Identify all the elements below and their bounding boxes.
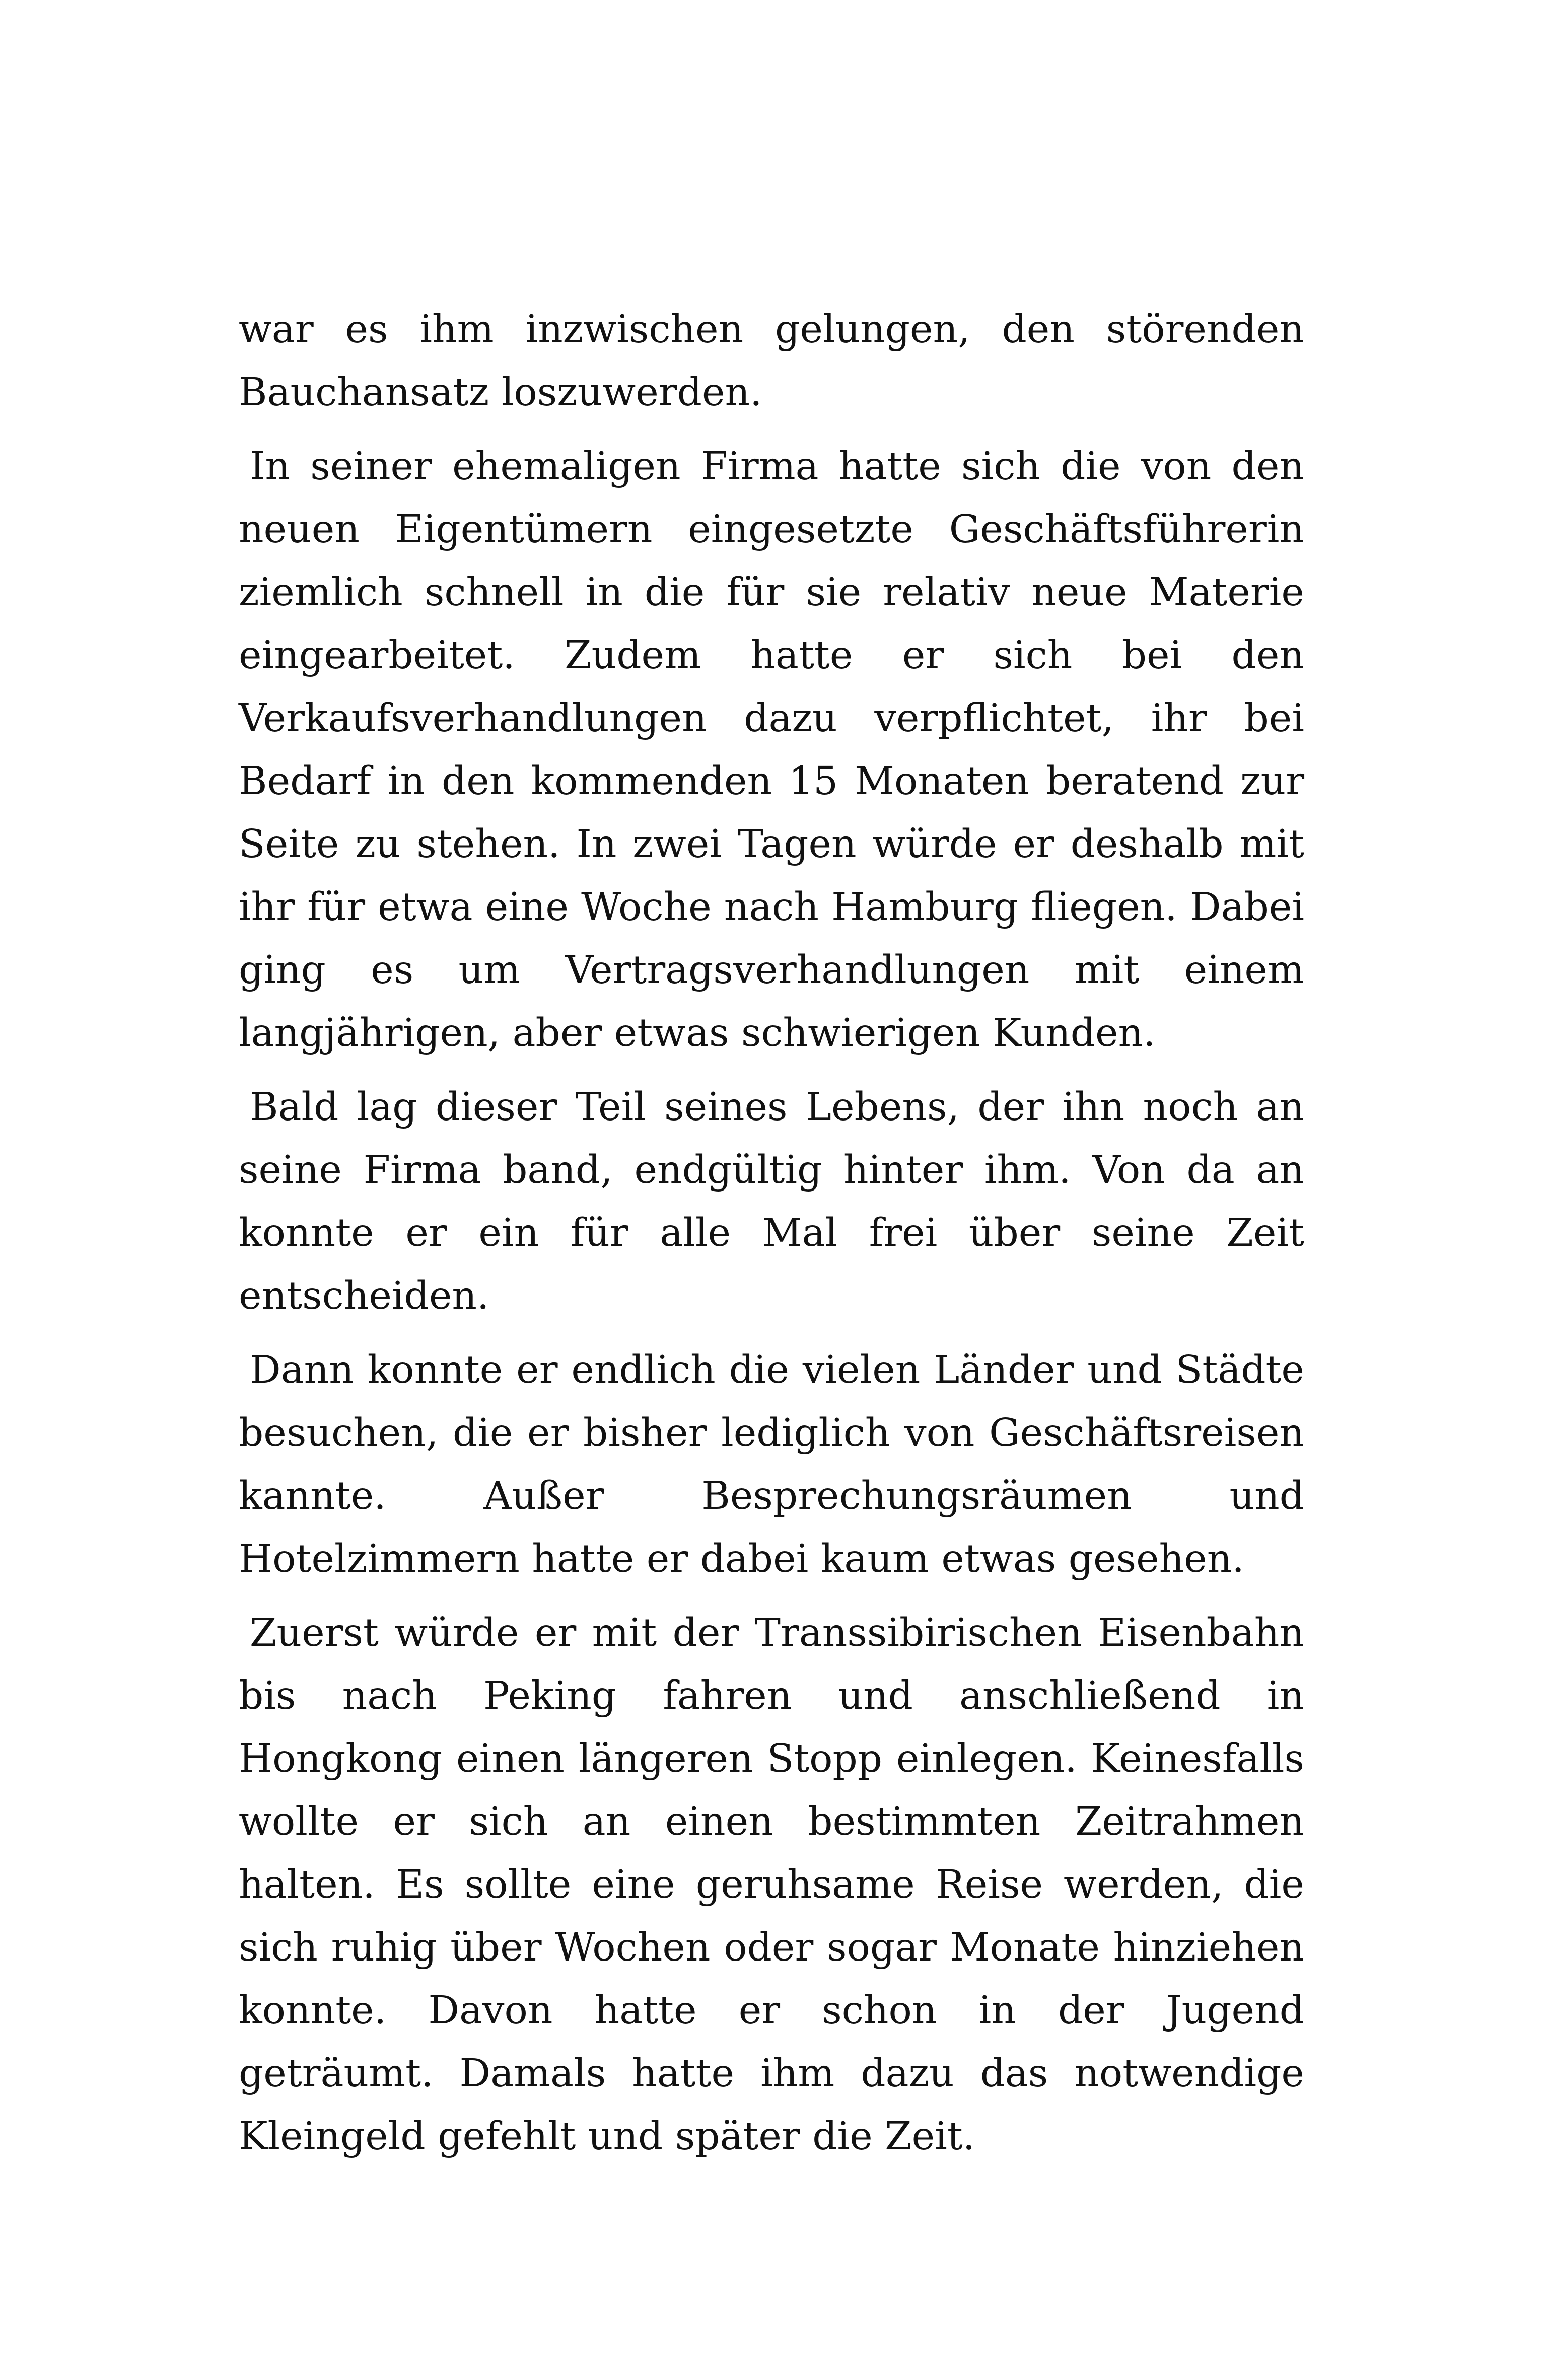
paragraph-2: In seiner ehemaligen Firma hatte sich die von den neuen Eigentümern eingesetzte Geschäftsführerin ziemlich schnell in die für sie relativ neue Materie eingearbeitet. Zudem hatte er sich bei den Verkaufsverhandlungen dazu verpflichtet, ihr bei Bedarf in den kommenden 15 Monaten beratend zur Seite zu stehen. In zwei Tagen würde er deshalb mit ihr für etwa eine Woche nach Hamburg fliegen. Dabei ging es um Vertragsverhandlungen mit einem langjährigen, aber etwas schwierigen Kunden.: [239, 444, 1304, 1056]
paragraph-4: Dann konnte er endlich die vielen Länder und Städte besuchen, die er bisher lediglich von Geschäftsreisen kannte. Außer Besprechungsräumen und Hotelzimmern hatte er dabei kaum etwas gesehen.: [239, 1348, 1304, 1581]
paragraph-5: Zuerst würde er mit der Transsibirischen Eisenbahn bis nach Peking fahren und anschließend in Hongkong einen längeren Stopp einlegen. Keinesfalls wollte er sich an einen bestimmten Zeitrahmen halten. Es sollte eine geruhsame Reise werden, die sich ruhig über Wochen oder sogar Monate hinziehen konnte. Davon hatte er schon in der Jugend geträumt. Damals hatte ihm dazu das notwendige Kleingeld gefehlt und später die Zeit.: [239, 1611, 1304, 2159]
paragraph-3: Bald lag dieser Teil seines Lebens, der ihn noch an seine Firma band, endgültig hinter ihm. Von da an konnte er ein für alle Mal frei über seine Zeit entscheiden.: [239, 1085, 1304, 1318]
body-text: [239, 298, 1304, 2179]
paragraph-1: war es ihm inzwischen gelungen, den störenden Bauchansatz loszuwerden.: [239, 307, 1304, 415]
